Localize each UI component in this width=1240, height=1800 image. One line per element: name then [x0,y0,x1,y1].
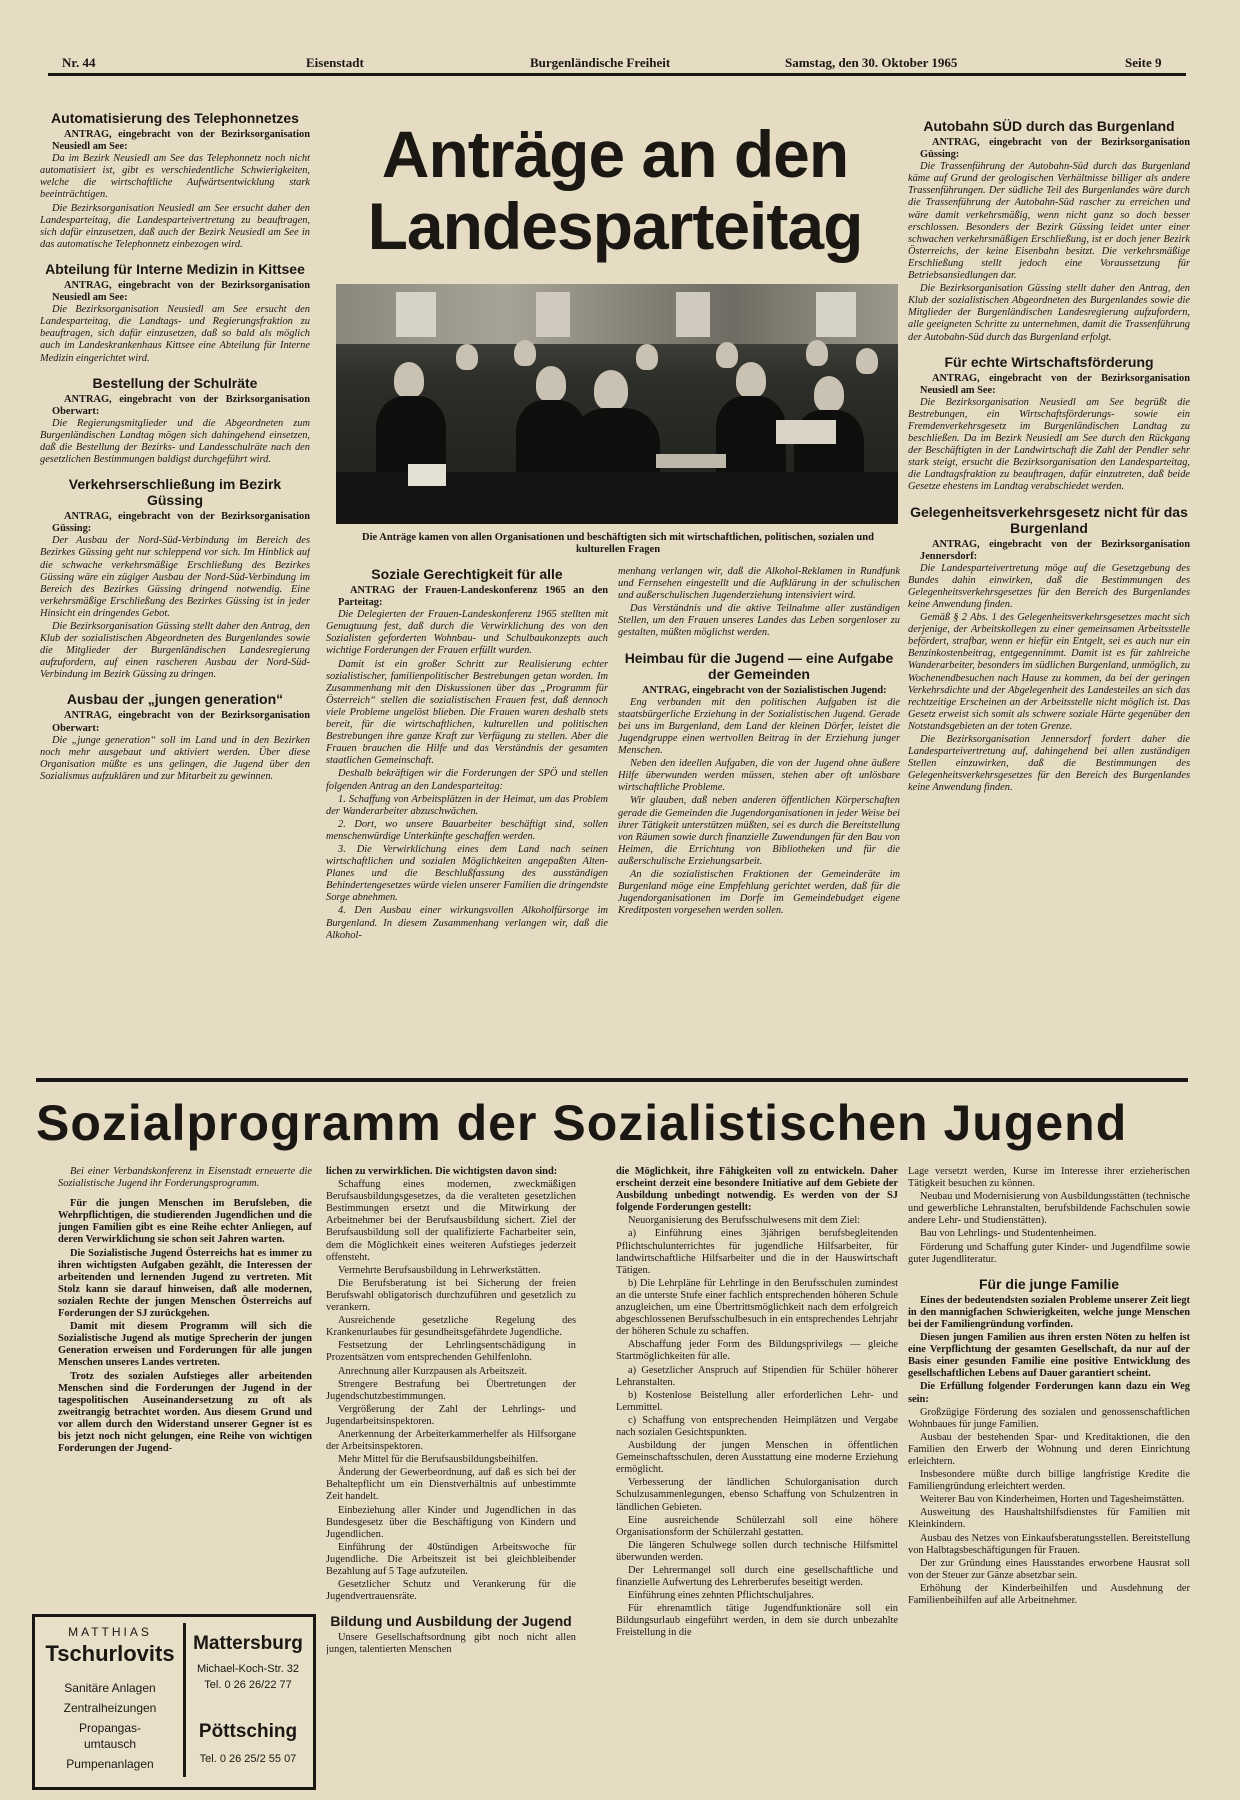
body-paragraph: Der Ausbau der Nord-Süd-Verbindung im Bereich des Bezirkes Güssing geht nur schleppend vor sich. Im Hinblick auf die schwache verkehrsmäßige Erschließung des Bezirkes Güssing wäre ein zügiger Ausbau der Nord-Süd-Verbindung im Bereich des Bezirkes Güssing dringend notwendig. Eine verkehrsmäßige Erschließung des Bezirkes Güssing ist in jeder Hinsicht ein dringendes Gebot. [40,535,310,619]
antrag-line: ANTRAG der Frauen-Landeskonferenz 1965 an den Parteitag: [338,585,608,609]
body-paragraph: Das Verständnis und die aktive Teilnahme aller zuständigen Stellen, um den Frauen unseres Landes das Leben sorgenloser zu gestalten, müßten möglichst werden. [618,603,900,639]
body-paragraph: Wir glauben, daß neben anderen öffentlichen Körperschaften gerade die Gemeinden die Jugendorganisationen in jeder Weise bei ihrer Tätigkeit unterstützen müßten, sei es durch die Bereitstellung von Räumen sowie durch finanzielle Zuwendungen für den Bau von Heimen, die Errichtung von Bibliotheken und für die außerschulische Erziehungsarbeit. [618,795,900,867]
ad-company: Tschurlovits [45,1641,175,1666]
article-headline: Bildung und Ausbildung der Jugend [330,1613,572,1630]
body-paragraph: Für die jungen Menschen im Berufsleben, die Wehrpflichtigen, die studierenden Jugendlichen und die jungen Familien gibt es eine Reihe echter Anliegen, auf deren Verwirklichung sie schon seit Jahren warten. [58,1198,312,1246]
antrag-line: ANTRAG, eingebracht von der Bzirksorganisation Oberwart: [52,393,310,417]
body-paragraph: An die sozialistischen Fraktionen der Gemeinderäte im Burgenland möge eine Empfehlung gerichtet werden, daß für die Jugendorganisationen im Dorfe im Gemeindebudget eigene Kreditposten vorgesehen werden sollen. [618,868,900,917]
list-item: c) Schaffung von entsprechenden Heimplätzen und Vergabe nach sozialen Gesichtspunkten. [616,1414,898,1438]
list-item: Ausbau der bestehenden Spar- und Kreditaktionen, die den Familien den Erwerb der Wohnung und deren Einrichtung erleichtern. [908,1431,1190,1467]
list-item: Die längeren Schulwege sollen durch technische Hilfsmittel überwunden werden. [616,1539,898,1563]
article-headline: Automatisierung des Telephonnetzes [51,110,299,126]
list-item: Strengere Bestrafung bei Übertretungen der Jugendschutzbestimmungen. [326,1378,576,1402]
body-paragraph: Diesen jungen Familien aus ihren ersten Nöten zu helfen ist eine Verpflichtung der gesamten Gesellschaft, da nur auf der Basis einer gesunden Familie eine positive Entwicklung des gesellschaftlichen Lebens auf Dauer garantiert scheint. [908,1332,1190,1380]
list-item: Neubau und Modernisierung von Ausbildungsstätten (technische und gewerbliche Lehranstalten, berufsbildende Fachschulen sowie andere Lehr- und Studienstätten). [908,1191,1190,1227]
list-item: 3. Die Verwirklichung eines dem Land nach seinen wirtschaftlichen und sozialen Möglichkeiten angepaßten Alten-Planes und die Beschlußfassung des ausständigen Behindertengesetzes würde vielen unserer Familien die dringendste Sorge abnehmen. [326,843,608,904]
masthead-rule [48,73,1186,76]
name-card [408,464,446,486]
antrag-line: ANTRAG, eingebracht von der Bezirksorganisation Güssing: [52,511,310,535]
article-headline: Bestellung der Schulräte [92,374,258,391]
list-item: Anerkennung der Arbeiterkammerhelfer als Hilfsorgane der Arbeitsinspektoren. [326,1428,576,1453]
body-paragraph: Die Regierungsmitglieder und die Abgeordneten zum Burgenländischen Landtag mögen sich dahingehend einsetzen, daß die Bestellung der Bezirks- und Landesschulräte nach den gesetzlichen Bestimmungen baldigst durchgeführt wird. [40,417,310,466]
delegate-head [514,340,536,366]
body-paragraph: Eng verbunden mit den politischen Aufgaben ist die staatsbürgerliche Erziehung in der Sozialistischen Jugend. Gerade bei uns im Burgenland, dem Land der kleinen Dörfer, leistet die Jugendgruppe einen wertvollen Beitrag in der Erziehung junger Menschen. [618,696,900,757]
delegate-head [536,366,566,402]
list-item: Abschaffung jeder Form des Bildungsprivilegs — gleiche Startmöglichkeiten für alle. [616,1339,898,1363]
list-item: Eine ausreichende Schülerzahl soll eine höhere Organisationsform der Schülerzahl gestatten. [616,1514,898,1538]
masthead-place: Eisenstadt [306,55,364,70]
center-column-1 [326,566,608,1060]
list-item: a) Einführung eines 3jährigen berufsbegleitenden Pflichtschulunterrichtes für jugendliche Hilfsarbeiter, für landwirtschaftliche Hilfsarbeiter und die in der Hauswirtschaft Tätigen. [616,1228,898,1276]
body-paragraph: Lage versetzt werden, Kurse im Interesse ihrer erzieherischen Tätigkeit besuchen zu können. [908,1166,1190,1190]
papers [656,454,726,468]
article-headline: Autobahn SÜD durch das Burgenland [923,118,1175,134]
body-paragraph: Gemäß § 2 Abs. 1 des Gelegenheitsverkehrsgesetzes macht sich derjenige, der Arbeitskollegen zu einer gemeinsamen Arbeitsstelle befördert, strafbar, wenn er hiefür ein Entgelt, sei es auch nur ein Benzinkostenbeitrag, entgegennimmt. Damit ist es für zahlreiche Wanderarbeiter, besonders im südlichen Burgenland, unmöglich, zu Wochenendbesuchen nach Hause zu kommen, da bei der geringen Verkehrsdichte und der Abgelegenheit des Landesteiles an sich das rechtzeitige Erscheinen an der Arbeitsstelle nicht möglich ist. Das Gesetz erweist sich somit als schwere soziale Härte gegenüber den Notstandsgebieten an der toten Grenze. [908,612,1190,732]
bottom-column-4 [908,1166,1190,1790]
antrag-line: ANTRAG, eingebracht von der Bezirksorganisation Neusiedl am See: [52,279,310,304]
photo-caption: Die Anträge kamen von allen Organisationen und beschäftigten sich mit wirtschaftlichen, politischen, sozialen und kulturellen Fragen [362,532,874,555]
body-paragraph: Die Bezirksorganisation Neusiedl am See begrüßt die Bestrebungen, ein Wirtschaftsförderungs- sowie ein Fremdenverkehrsgesetz im Burgenländischen Landtag zu beschließen. Da im Bezirk Neusiedl am See durch den Rückgang der Beschäftigten in der Landwirtschaft die Zahl der Pendler sehr stark steigt, ersucht die Bezirksorganisation den Landesparteitag, die Landtagsfraktion zu beauftragen, dafür einzutreten, daß beide Gesetze ehestens im Landtag verabschiedet werden. [908,396,1190,493]
intro-paragraph: Bei einer Verbandskonferenz in Eisenstadt erneuerte die Sozialistische Jugend ihr Forderungsprogramm. [58,1166,312,1190]
article-headline: Ausbau der „jungen generation“ [66,691,284,708]
list-item: Bau von Lehrlings- und Studentenheimen. [920,1228,1097,1240]
article-headline: Soziale Gerechtigkeit für alle [371,566,563,582]
center-column-2 [618,566,900,1060]
body-paragraph: Neben den ideellen Aufgaben, die von der Jugend ohne äußere Hilfe überwunden werden müssen, stehen aber oft unlösbare wirtschaftliche Probleme. [618,758,900,794]
ad-phone: Tel. 0 26 26/22 77 [204,1679,292,1691]
body-paragraph: Die Bezirksorganisation Jennersdorf fordert daher die Landesparteivertretung auf, dahingehend bei allen zuständigen Stellen einzuwirken, daß die Bestimmungen des Gelegenheitsverkehrsgesetzes für den Bereich des Burgenlandes keine Anwendung finden. [908,734,1190,794]
delegate-head [856,348,878,374]
list-item: b) Die Lehrpläne für Lehrlinge in den Berufsschulen zumindest an die unterste Stufe einer fachlich entsprechenden höheren Schule anzugleichen, um eine Übertrittsmöglichkeit nach dem erfolgreich abgeschlossenen Berufsschulbesuch in ein entsprechendes Lehrjahr der höheren Schule zu schaffen. [616,1277,898,1338]
list-item: Förderung und Schaffung guter Kinder- und Jugendfilme sowie guter Jugendliteratur. [908,1241,1190,1265]
body-paragraph: Unsere Gesellschaftsordnung gibt noch nicht allen jungen, talentierten Menschen [326,1632,576,1656]
antrag-line: ANTRAG, eingebracht von der Bezirksorganisation Güssing: [920,137,1190,161]
hall-window [816,292,856,337]
list-item: Einführung eines zehnten Pflichtschuljahres. [628,1590,814,1602]
body-paragraph: Die Delegierten der Frauen-Landeskonferenz 1965 stellten mit Genugtuung fest, daß durch die Verwirklichung des von den Sozialisten geforderten Wohnbau- und Schulbaukonzepts auch wichtige Forderungen der Frauen erfüllt wurden. [326,609,608,657]
list-item: Ausweitung des Haushaltshilfsdienstes für Familien mit Kleinkindern. [908,1507,1190,1531]
masthead-paper: Burgenländische Freiheit [530,55,671,70]
body-paragraph: Damit ist ein großer Schritt zur Realisierung echter sozialistischer, familienpolitischer Bestrebungen getan worden. Im Zusammenhang mit den Diskussionen über das „Programm für Österreich“ stellen die sozialistischen Frauen fest, daß dennoch viele Probleme ungelöst blieben. Die Frauen waren deshalb stets bereit, für die wirtschaftlichen, kulturellen und politischen Bestrebungen ihre ganze Kraft zur Verfügung zu stellen. Aber die Frauen brauchen die Hilfe und das Verständnis der gesamten staatlichen Gemeinschaft. [326,658,608,767]
list-item: Änderung der Gewerbeordnung, auf daß es sich bei der Behaltepflicht um ein Dienstverhältnis auf unbestimmte Zeit handelt. [326,1467,576,1503]
delegate-head [594,370,628,410]
ad-divider [183,1623,186,1777]
body-paragraph: die Möglichkeit, ihre Fähigkeiten voll zu entwickeln. Daher erscheint derzeit eine besondere Initiative auf dem Gebiete der Ausbildung unbedingt notwendig. Es werden von der SJ folgende Forderungen gestellt: [616,1166,898,1214]
body-paragraph: menhang verlangen wir, daß die Alkohol-Reklamen in Rundfunk und Fernsehen eingestellt und die Aufklärung in der schulischen und außerschulischen Jugenderziehung intensiviert wird. [618,566,900,602]
list-item: Die Berufsberatung ist bei Sicherung der freien Berufswahl obligatorisch durchzuführen und gesetzlich zu verankern. [326,1277,576,1314]
body-paragraph: Deshalb bekräftigen wir die Forderungen der SPÖ und stellen folgenden Antrag an den Landesparteitag: [326,768,608,792]
list-item: 1. Schaffung von Arbeitsplätzen in der Heimat, um das Problem der Wanderarbeiter abzuschwächen. [326,793,608,817]
list-item: Neuorganisierung des Berufsschulwesens mit dem Ziel: [628,1215,861,1227]
ad-address: Michael-Koch-Str. 32 [196,1663,300,1675]
list-item: Weiterer Bau von Kinderheimen, Horten und Tagesheimstätten. [920,1494,1185,1506]
left-column [40,110,310,1060]
list-item: Festsetzung der Lehrlingsentschädigung in Prozentsätzen vom entsprechenden Gehilfenlohn. [326,1340,576,1364]
ad-phone: Tel. 0 26 25/2 55 07 [199,1753,297,1765]
list-item: a) Gesetzlicher Anspruch auf Stipendien für Schüler höherer Lehranstalten. [616,1364,898,1388]
hall-window [536,292,570,337]
masthead-date: Samstag, den 30. Oktober 1965 [785,55,958,70]
antrag-line: ANTRAG, eingebracht von der Bezirksorganisation Jennersdorf: [920,538,1190,562]
body-paragraph: lichen zu verwirklichen. Die wichtigsten davon sind: [326,1166,558,1177]
ad-firstname: MATTHIAS [68,1625,152,1639]
right-column [908,118,1190,1064]
delegate-head [716,342,738,368]
article-headline: Abteilung für Interne Medizin in Kittsee [45,260,305,277]
body-paragraph: Die Bezirksorganisation Neusiedl am See ersucht daher den Landesparteitag, die Landesparteivertretung zu beauftragen, sich dafür einzusetzen, daß auch der Bezirk Neusiedl am See in das automatische Telephonnetz einbezogen wird. [40,202,310,250]
body-paragraph: Die Bezirksorganisation Neusiedl am See ersucht den Landesparteitag, die Landtags- und Regierungsfraktion zu beauftragen, sich dafür einzusetzen, daß so bald als möglich auch im Landeskrankenhaus Kittsee eine Abteilung für Interne Medizin eingerichtet wird. [40,304,310,364]
issue-number: Nr. 44 [62,55,96,70]
ad-service: Propangas- [78,1721,142,1735]
page-number: Seite 9 [1125,55,1162,70]
list-item: Der Lehrermangel soll durch eine gesellschaftliche und finanzielle Aufwertung des Lehrerberufes beseitigt werden. [616,1565,898,1589]
list-item: Erhöhung der Kinderbeihilfen und Ausdehnung der Familienbeihilfen auf alle Arbeitnehmer. [908,1582,1190,1606]
delegate-head [394,362,424,398]
bottom-column-2 [326,1166,576,1790]
delegate-head [814,376,844,412]
article-headline: Verkehrserschließung im Bezirk Güssing [68,476,282,509]
list-item: Einführung der 40stündigen Arbeitswoche für Jugendliche. Die Arbeitszeit ist bei gleichbleibender Bezahlung auf 5 Tage aufzuteilen. [326,1541,576,1577]
list-item: Vergrößerung der Zahl der Lehrlings- und Jugendarbeitsinspektoren. [326,1403,576,1427]
body-paragraph: Damit mit diesem Programm will sich die Sozialistische Jugend als mutige Sprecherin der jungen Generation erweisen und Forderungen für alle jungen Menschen unseres Landes vertreten. [58,1321,312,1369]
body-paragraph: Die Bezirksorganisation Güssing stellt daher den Antrag, den Klub der sozialistischen Abgeordneten des Burgenlandes sowie die Mitglieder der Burgenländischen Landesregierung aufzufordern, alle geeigneten Schritte zu unternehmen, damit die Trassenführung der Autobahn-Süd durch das Burgenland erfolgt. [908,283,1190,343]
list-item: 2. Dort, wo unsere Bauarbeiter beschäftigt sind, sollen menschenwürdige Unterkünfte geschaffen werden. [326,818,608,842]
advertisement [32,1614,316,1790]
body-paragraph: Die Sozialistische Jugend Österreichs hat es immer zu ihren wichtigsten Aufgaben gezählt, die Interessen der arbeitenden und lernenden Jugend zu vertreten. Mit Stolz kann sie darauf hinweisen, daß alle modernen, sozialen Rechte der jungen Menschen Österreichs auf Forderungen der SJ zurückgehen. [58,1247,312,1320]
list-item: Großzügige Förderung des sozialen und genossenschaftlichen Wohnbaues für junge Familien. [908,1406,1190,1430]
article-headline: Für echte Wirtschaftsförderung [944,353,1154,370]
body-paragraph: Die Bezirksorganisation Güssing stellt daher den Antrag, den Klub der sozialistischen Abgeordneten des Burgenlandes sowie die Mitglieder der Burgenländischen Landesregierung aufzufordern, auf einen rascheren Ausbau der Nord-Süd-Verbindung im Bezirk Güssing zu dringen. [40,621,310,681]
bottom-column-1 [58,1166,312,1610]
antrag-line: ANTRAG, eingebracht von der Bezirksorganisation Neusiedl am See: [52,129,310,153]
list-item: Ausbildung der jungen Menschen in öffentlichen Gemeinschaftsschulen, deren Ausstattung eine moderne Erziehung ermöglicht. [616,1440,898,1476]
body-paragraph: Da im Bezirk Neusiedl am See das Telephonnetz noch nicht automatisiert ist, gibt es verschiedentliche Schwierigkeiten, welche die wirtschaftliche Aufwärtsentwicklung stark beeinträchtigen. [40,153,310,201]
body-paragraph: Die Landesparteivertretung möge auf die Gesetzgebung des Bundes dahin einwirken, daß die Bestimmungen des Gelegenheitsverkehrsgesetzes für den Bereich des Burgenlandes keine Anwendung finden. [908,562,1190,610]
ad-service: Sanitäre Anlagen [64,1681,156,1695]
main-headline-line2: Landesparteitag [367,189,863,263]
main-headline-line1: Anträge an den [381,117,849,191]
article-headline: Heimbau für die Jugend — eine Aufgabe der Gemeinden [624,649,894,682]
ad-city: Mattersburg [193,1633,303,1654]
ad-service: umtausch [83,1737,137,1751]
delegate-head [736,362,766,398]
list-item: Insbesondere müßte durch billige langfristige Kredite die Familiengründung erleichtert werden. [908,1469,1190,1493]
list-item: Ausreichende gesetzliche Regelung des Krankenurlaubes für gesundheitsgefährdete Jugendliche. [326,1315,576,1339]
body-paragraph: Eines der bedeutendsten sozialen Probleme unserer Zeit liegt in den mannigfachen Schwierigkeiten, welche junge Menschen bei der Familiengründung vorfinden. [908,1294,1190,1330]
list-item: 4. Den Ausbau einer wirkungsvollen Alkoholfürsorge im Burgenland. In diesem Zusammenhang verlangen wir, daß die Alkohol- [326,905,608,941]
antrag-line: ANTRAG, eingebracht von der Bezirksorganisation Oberwart: [52,710,310,734]
delegate-head [456,344,478,370]
ad-service: Pumpenanlagen [66,1757,154,1771]
antrag-line: ANTRAG, eingebracht von der Sozialistischen Jugend: [642,684,887,696]
body-paragraph: Die Trassenführung der Autobahn-Süd durch das Burgenland käme auf Grund der geologischen Verhältnisse billiger als andere Trassenführungen. Der südliche Teil des Burgenlandes wäre durch die Trassenführung der Autobahn-Süd rascher zu erreichen und wäre damit verkehrsmäßig, wenn nicht ganz so doch besser erschlossen. Besonders der Bezirk Güssing leidet unter einer schwachen verkehrsmäßigen Erschließung, ist er doch jener Bezirk Österreichs, der keine Eisenbahn besitzt. Die verkehrsmäßige Erschließung stellt jedoch eine Voraussetzung für Betriebsansiedlungen dar. [908,161,1190,282]
list-item: Ausbau des Netzes von Einkaufsberatungsstellen. Bereitstellung von Halbtagsbeschäftigungen für Frauen. [908,1532,1190,1556]
list-item: Schaffung eines modernen, zweckmäßigen Berufsausbildungsgesetzes, da die veralteten gesetzlichen Bestimmungen ersetzt und die Mitwirkung der Arbeitnehmer bei der Berufsausbildung sichert. Ziel der Berufsausbildung soll der qualifizierte Facharbeiter sein, dem die Möglichkeit eines weiteren Aufstieges jederzeit offensteht. [326,1179,576,1263]
bottom-column-3 [616,1166,898,1790]
list-item: Vermehrte Berufsausbildung in Lehrwerkstätten. [338,1264,541,1276]
ad-city: Pöttsching [198,1721,298,1742]
body-paragraph: Die Erfüllung folgender Forderungen kann dazu ein Weg sein: [908,1381,1190,1405]
hall-window [396,292,436,337]
delegate-head [636,344,658,370]
delegate-head [806,340,828,366]
list-item: Anrechnung aller Kurzpausen als Arbeitszeit. [338,1365,527,1377]
section-divider [36,1078,1188,1082]
list-item: Einbeziehung aller Kinder und Jugendlichen in das Bundesgesetz über die Beschäftigung von Kindern und Jugendlichen. [326,1504,576,1540]
body-paragraph: Trotz des sozialen Aufstieges aller arbeitenden Menschen sind die Forderungen der Jugend in der tagespolitischen Auseinandersetzung zu oft als zweitrangig betrachtet worden. Aus diesem Grund und vor allem durch den Widerstand unserer Gegner ist es bis jetzt noch nicht gelungen, eine Reihe von wichtigen Forderungen der Jugend- [58,1370,312,1455]
list-item: Der zur Gründung eines Hausstandes erworbene Hausrat soll von der Steuer zur Gänze absetzbar sein. [908,1557,1190,1581]
antrag-line: ANTRAG, eingebracht von der Bezirksorganisation Neusiedl am See: [920,372,1190,396]
ad-service: Zentralheizungen [63,1701,157,1715]
hall-window [676,292,710,337]
article-headline: Für die junge Familie [978,1275,1120,1292]
list-item: Für ehrenamtlich tätige Jugendfunktionäre soll ein Bildungsurlaub eingeführt werden, in dem sie durch unbezahlte Freistellung in die [616,1603,898,1639]
list-item: Mehr Mittel für die Berufsausbildungsbeihilfen. [338,1454,538,1466]
briefcase [776,420,836,444]
list-item: Gesetzlicher Schutz und Verankerung für die Jugendvertrauensräte. [326,1579,576,1603]
body-paragraph: Die „junge generation“ soll im Land und in den Bezirken noch mehr ausgebaut und aktiviert werden. Über diese Organisation müßte es uns gelingen, die Jugend über den Sozialismus aufzuklären und zur Mitarbeit zu gewinnen. [40,734,310,782]
conference-photo [336,284,898,524]
article-headline: Gelegenheitsverkehrsgesetz nicht für das Burgenland [910,503,1188,536]
list-item: Verbesserung der ländlichen Schulorganisation durch Schulzusammenlegungen, ebenso Schaffung von Schulzentren in ländlichen Gebieten. [616,1477,898,1513]
bottom-headline: Sozialprogramm der Sozialistischen Jugend [36,1095,1128,1151]
list-item: b) Kostenlose Beistellung aller erforderlichen Lehr- und Lernmittel. [616,1389,898,1413]
